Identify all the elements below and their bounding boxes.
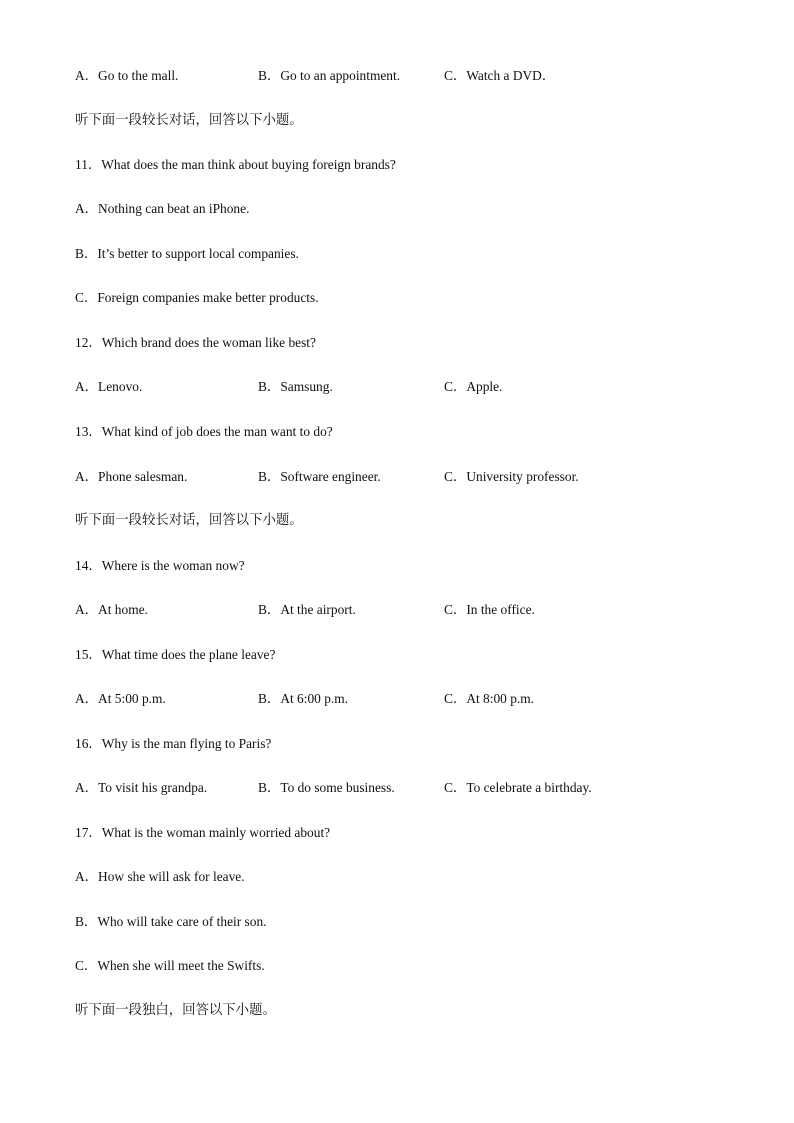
q16-option-a: A．To visit his grandpa. bbox=[75, 780, 208, 795]
q13-option-a: A．Phone salesman. bbox=[75, 469, 188, 484]
q10-option-b: B．Go to an appointment. bbox=[258, 68, 401, 83]
q15-option-a: A．At 5:00 p.m. bbox=[75, 691, 166, 706]
q13-stem: 13．What kind of job does the man want to do? bbox=[75, 424, 333, 439]
q12-option-a: A．Lenovo. bbox=[75, 379, 143, 394]
q15-option-c: C．At 8:00 p.m. bbox=[444, 691, 535, 706]
q11-option-c: C．Foreign companies make better products. bbox=[75, 290, 319, 305]
q13-option-b: B．Software engineer. bbox=[258, 469, 381, 484]
q16-option-b: B．To do some business. bbox=[258, 780, 395, 795]
q16-stem: 16．Why is the man flying to Paris? bbox=[75, 736, 272, 751]
q17-option-c: C．When she will meet the Swifts. bbox=[75, 958, 265, 973]
q17-stem: 17．What is the woman mainly worried about? bbox=[75, 825, 331, 840]
q17-option-a: A．How she will ask for leave. bbox=[75, 869, 245, 884]
q15-option-b: B．At 6:00 p.m. bbox=[258, 691, 349, 706]
q11-option-b: B．It’s better to support local companies. bbox=[75, 246, 299, 261]
q16-option-c: C．To celebrate a birthday. bbox=[444, 780, 592, 795]
q14-option-b: B．At the airport. bbox=[258, 602, 356, 617]
q12-stem: 12．Which brand does the woman like best? bbox=[75, 335, 316, 350]
q12-option-c: C．Apple. bbox=[444, 379, 503, 394]
section-instruction-long-dialogue-2: 听下面一段较长对话，回答以下小题。 bbox=[75, 513, 303, 528]
section-instruction-monologue: 听下面一段独白，回答以下小题。 bbox=[75, 1003, 276, 1018]
q15-stem: 15．What time does the plane leave? bbox=[75, 647, 276, 662]
q12-option-b: B．Samsung. bbox=[258, 379, 333, 394]
q14-option-c: C．In the office. bbox=[444, 602, 535, 617]
q10-option-c: C．Watch a DVD． bbox=[444, 68, 556, 83]
q11-option-a: A．Nothing can beat an iPhone. bbox=[75, 201, 250, 216]
q13-option-c: C．University professor. bbox=[444, 469, 579, 484]
section-instruction-long-dialogue-1: 听下面一段较长对话，回答以下小题。 bbox=[75, 113, 303, 128]
q14-stem: 14．Where is the woman now? bbox=[75, 558, 245, 573]
q11-stem: 11．What does the man think about buying foreign brands? bbox=[75, 157, 396, 172]
q14-option-a: A．At home. bbox=[75, 602, 148, 617]
q10-option-a: A．Go to the mall. bbox=[75, 68, 179, 83]
q17-option-b: B．Who will take care of their son. bbox=[75, 914, 267, 929]
